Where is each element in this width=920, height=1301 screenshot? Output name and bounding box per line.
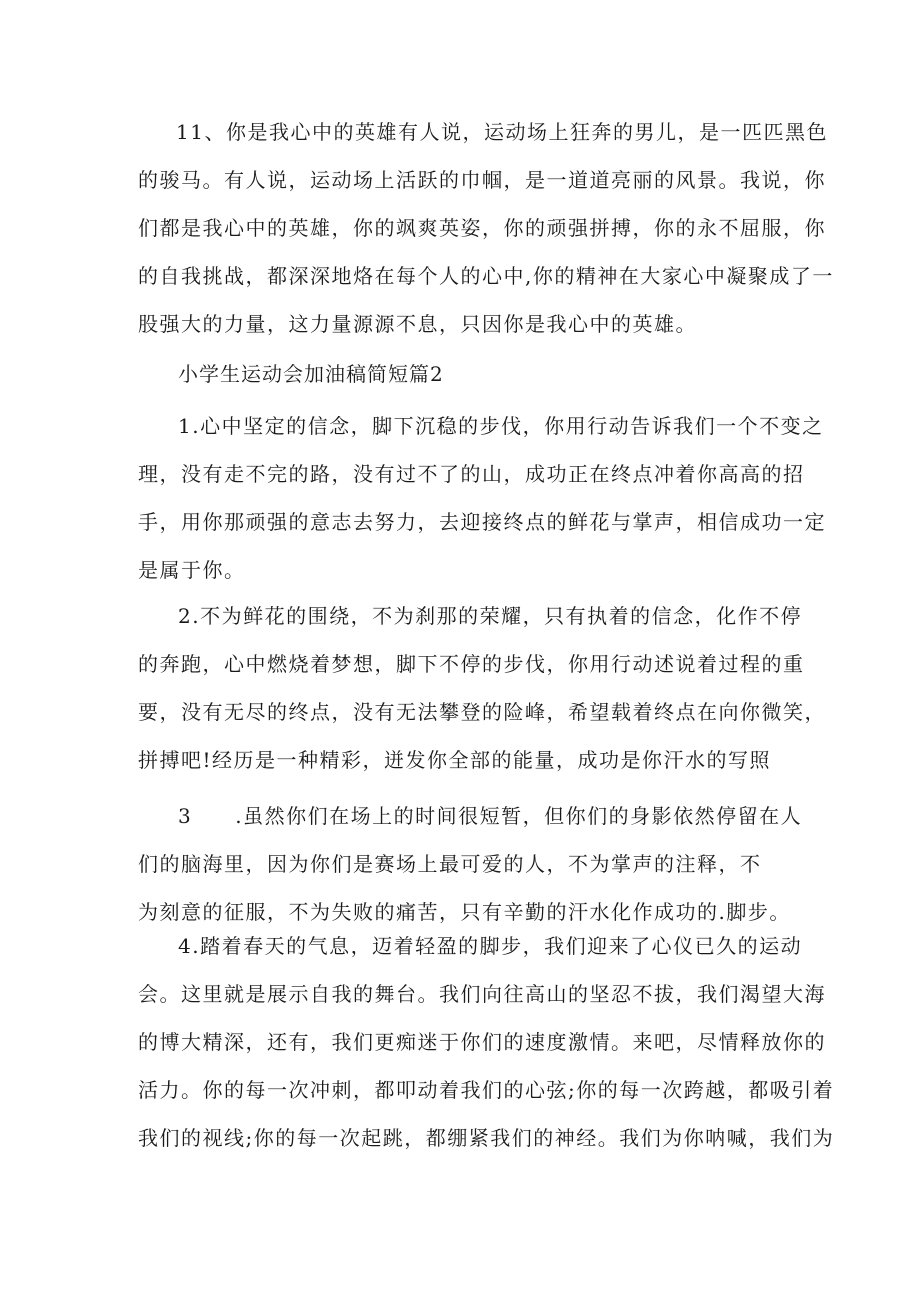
text-line: 是属于你。 xyxy=(138,558,246,582)
text-line: 11、你是我心中的英雄有人说，运动场上狂奔的男儿，是一匹匹黑色 xyxy=(176,120,828,144)
paragraph-1 xyxy=(138,402,826,594)
text-line: 3 .虽然你们在场上的时间很短暂，但你们的身影依然停留在人 xyxy=(178,804,803,828)
text-line: 活力。你的每一次冲刺，都叩动着我们的心弦;你的每一次跨越，都吸引着 xyxy=(138,1078,835,1102)
text-line: 要，没有无尽的终点，没有无法攀登的险峰，希望载着终点在向你微笑， xyxy=(138,700,826,724)
text-line: 们都是我心中的英雄，你的飒爽英姿，你的顽强拼搏，你的永不屈服，你 xyxy=(138,216,826,240)
paragraph-2 xyxy=(138,592,826,784)
text-line: 的奔跑，心中燃烧着梦想，脚下不停的步伐，你用行动述说着过程的重 xyxy=(138,652,805,676)
text-line: 拼搏吧!经历是一种精彩，迸发你全部的能量，成功是你汗水的写照 xyxy=(138,748,772,772)
text-line: 我们的视线;你的每一次起跳，都绷紧我们的神经。我们为你呐喊，我们为 xyxy=(138,1126,835,1150)
text-line: 1.心中坚定的信念，脚下沉稳的步伐，你用行动告诉我们一个不变之 xyxy=(178,414,824,438)
text-line: 为刻意的征服，不为失败的痛苦，只有辛勤的汗水化作成功的.脚步。 xyxy=(138,900,791,924)
text-line: 会。这里就是展示自我的舞台。我们向往高山的坚忍不拔，我们渴望大海 xyxy=(138,982,826,1006)
text-line: 股强大的力量，这力量源源不息，只因你是我心中的英雄。 xyxy=(138,312,697,336)
text-line: 手，用你那顽强的意志去努力，去迎接终点的鲜花与掌声，相信成功一定 xyxy=(138,510,826,534)
text-line: 的博大精深，还有，我们更痴迷于你们的速度激情。来吧，尽情释放你的 xyxy=(138,1030,826,1054)
text-line: 理，没有走不完的路，没有过不了的山，成功正在终点冲着你高高的招 xyxy=(138,462,805,486)
paragraph-4 xyxy=(138,922,835,1162)
text-line: 的自我挑战，都深深地烙在每个人的心中,你的精神在大家心中凝聚成了一 xyxy=(138,264,834,288)
text-line: 们的脑海里，因为你们是赛场上最可爱的人，不为掌声的注释，不 xyxy=(138,852,762,876)
text-line: 的骏马。有人说，运动场上活跃的巾帼，是一道道亮丽的风景。我说，你 xyxy=(138,168,826,192)
text-line: 2.不为鲜花的围绕，不为刹那的荣耀，只有执着的信念，化作不停 xyxy=(178,604,803,628)
section-heading: 小学生运动会加油稿简短篇2 xyxy=(178,362,444,386)
text-line: 4.踏着春天的气息，迈着轻盈的脚步，我们迎来了心仪已久的运动 xyxy=(178,934,803,958)
paragraph-3 xyxy=(138,792,803,936)
paragraph-11 xyxy=(138,108,834,348)
